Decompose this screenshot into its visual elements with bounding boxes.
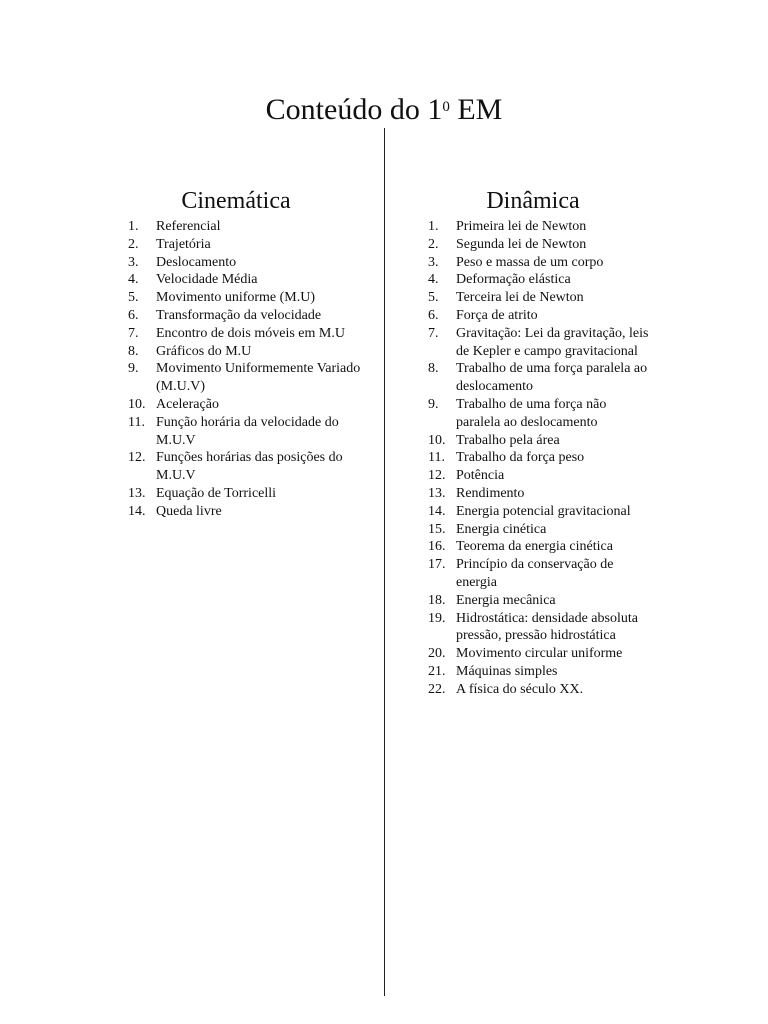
list-item xyxy=(428,360,668,396)
list-item xyxy=(128,271,368,289)
list-item xyxy=(428,325,668,361)
list-item-text: Trabalho de uma força paralela ao deslocamento xyxy=(456,361,648,395)
list-item-number: 9. xyxy=(428,396,439,412)
list-item-number: 12. xyxy=(428,468,446,484)
list-item-text: Potência xyxy=(456,468,505,484)
list-item-number: 22. xyxy=(428,681,446,697)
list-item-number: 19. xyxy=(428,610,446,626)
list-item-number: 21. xyxy=(428,663,446,679)
list-item xyxy=(428,610,668,646)
list-item-text: Energia potencial gravitacional xyxy=(456,503,631,519)
list-item xyxy=(128,218,368,236)
list-item-number: 4. xyxy=(128,272,139,288)
list-item-number: 2. xyxy=(428,236,439,252)
list-item-text: Movimento uniforme (M.U) xyxy=(156,290,316,306)
list-item xyxy=(428,556,668,592)
list-item-number: 14. xyxy=(128,503,146,519)
list-item-number: 8. xyxy=(428,361,439,377)
list-item xyxy=(128,325,368,343)
list-item-number: 11. xyxy=(128,414,145,430)
list-item-number: 13. xyxy=(128,485,146,501)
list-item-text: Rendimento xyxy=(456,485,525,501)
list-item-number: 10. xyxy=(128,396,146,412)
list-item-text: Deformação elástica xyxy=(456,272,571,288)
list-item-number: 8. xyxy=(128,343,139,359)
list-item-number: 6. xyxy=(428,307,439,323)
list-item-number: 11. xyxy=(428,450,445,466)
page-title xyxy=(0,92,768,128)
list-item-number: 16. xyxy=(428,539,446,555)
list-item xyxy=(128,360,368,396)
list-item xyxy=(428,271,668,289)
list-item xyxy=(428,307,668,325)
list-item-text: Referencial xyxy=(156,219,221,234)
list-item-text: Movimento Uniformemente Variado (M.U.V) xyxy=(156,361,361,395)
list-item-text: Terceira lei de Newton xyxy=(456,290,584,306)
column-divider xyxy=(384,128,385,996)
list-item-text: Energia mecânica xyxy=(456,592,556,608)
list-item-number: 1. xyxy=(428,219,439,234)
list-item xyxy=(428,432,668,450)
list-item-number: 18. xyxy=(428,592,446,608)
list-item-text: Hidrostática: densidade absoluta pressão, pressão hidrostática xyxy=(456,610,638,644)
list-item-text: Queda livre xyxy=(156,503,222,519)
list-item xyxy=(128,414,368,450)
list-item-text: Gravitação: Lei da gravitação, leis de Kepler e campo gravitacional xyxy=(456,325,649,359)
list-item-text: Encontro de dois móveis em M.U xyxy=(156,325,345,341)
list-item-text: Força de atrito xyxy=(456,307,538,323)
list-item-number: 3. xyxy=(128,254,139,270)
dinamica-column xyxy=(428,186,668,699)
list-item-number: 6. xyxy=(128,307,139,323)
list-item xyxy=(128,503,368,521)
list-item xyxy=(428,503,668,521)
list-item xyxy=(428,396,668,432)
list-item-text: Trabalho de uma força não paralela ao deslocamento xyxy=(456,396,607,430)
dinamica-topic-list xyxy=(428,218,668,699)
list-item-text: Trajetória xyxy=(156,236,211,252)
list-item-number: 2. xyxy=(128,236,139,252)
list-item-text: Aceleração xyxy=(156,396,219,412)
list-item-text: Trabalho pela área xyxy=(456,432,560,448)
page-title-suffix: EM xyxy=(449,93,503,126)
list-item-number: 7. xyxy=(428,325,439,341)
list-item-text: Peso e massa de um corpo xyxy=(456,254,604,270)
list-item-number: 3. xyxy=(428,254,439,270)
list-item xyxy=(428,218,668,236)
list-item-number: 13. xyxy=(428,485,446,501)
list-item-number: 5. xyxy=(428,290,439,306)
cinematica-heading: Cinemática xyxy=(181,188,291,214)
list-item-text: Energia cinética xyxy=(456,521,547,537)
list-item-text: Velocidade Média xyxy=(156,272,258,288)
list-item xyxy=(128,396,368,414)
list-item xyxy=(428,236,668,254)
list-item-text: Equação de Torricelli xyxy=(156,485,277,501)
list-item-text: Funções horárias das posições do M.U.V xyxy=(156,450,343,484)
list-item-number: 4. xyxy=(428,272,439,288)
list-item xyxy=(428,449,668,467)
list-item xyxy=(428,645,668,663)
list-item xyxy=(428,485,668,503)
list-item xyxy=(428,681,668,699)
list-item-number: 10. xyxy=(428,432,446,448)
list-item xyxy=(428,289,668,307)
list-item-text: Teorema da energia cinética xyxy=(456,539,613,555)
list-item-text: A física do século XX. xyxy=(456,681,584,697)
page-title-text: Conteúdo do 1 xyxy=(265,93,443,126)
list-item-text: Função horária da velocidade do M.U.V xyxy=(156,414,339,448)
list-item-text: Segunda lei de Newton xyxy=(456,236,587,252)
dinamica-heading: Dinâmica xyxy=(486,188,580,214)
list-item-number: 14. xyxy=(428,503,446,519)
list-item xyxy=(428,663,668,681)
list-item-number: 17. xyxy=(428,557,446,573)
list-item-number: 9. xyxy=(128,361,139,377)
list-item-number: 1. xyxy=(128,219,139,234)
list-item xyxy=(128,254,368,272)
list-item-text: Movimento circular uniforme xyxy=(456,646,623,662)
list-item xyxy=(128,343,368,361)
list-item-text: Trabalho da força peso xyxy=(456,450,585,466)
list-item-text: Princípio da conservação de energia xyxy=(456,557,614,590)
cinematica-column xyxy=(128,186,368,521)
list-item xyxy=(128,449,368,485)
list-item-number: 7. xyxy=(128,325,139,341)
list-item-number: 5. xyxy=(128,290,139,306)
list-item-text: Transformação da velocidade xyxy=(156,307,322,323)
list-item-text: Máquinas simples xyxy=(456,663,558,679)
cinematica-topic-list xyxy=(128,218,368,521)
list-item-number: 15. xyxy=(428,521,446,537)
list-item xyxy=(128,236,368,254)
list-item-number: 12. xyxy=(128,450,146,466)
list-item-text: Deslocamento xyxy=(156,254,237,270)
list-item xyxy=(428,538,668,556)
list-item-text: Primeira lei de Newton xyxy=(456,219,587,234)
list-item-number: 20. xyxy=(428,646,446,662)
list-item xyxy=(128,307,368,325)
page-title-superscript: 0 xyxy=(442,99,450,115)
list-item xyxy=(128,485,368,503)
list-item-text: Gráficos do M.U xyxy=(156,343,252,359)
list-item xyxy=(428,254,668,272)
list-item xyxy=(428,467,668,485)
list-item xyxy=(428,521,668,539)
list-item xyxy=(128,289,368,307)
list-item xyxy=(428,592,668,610)
